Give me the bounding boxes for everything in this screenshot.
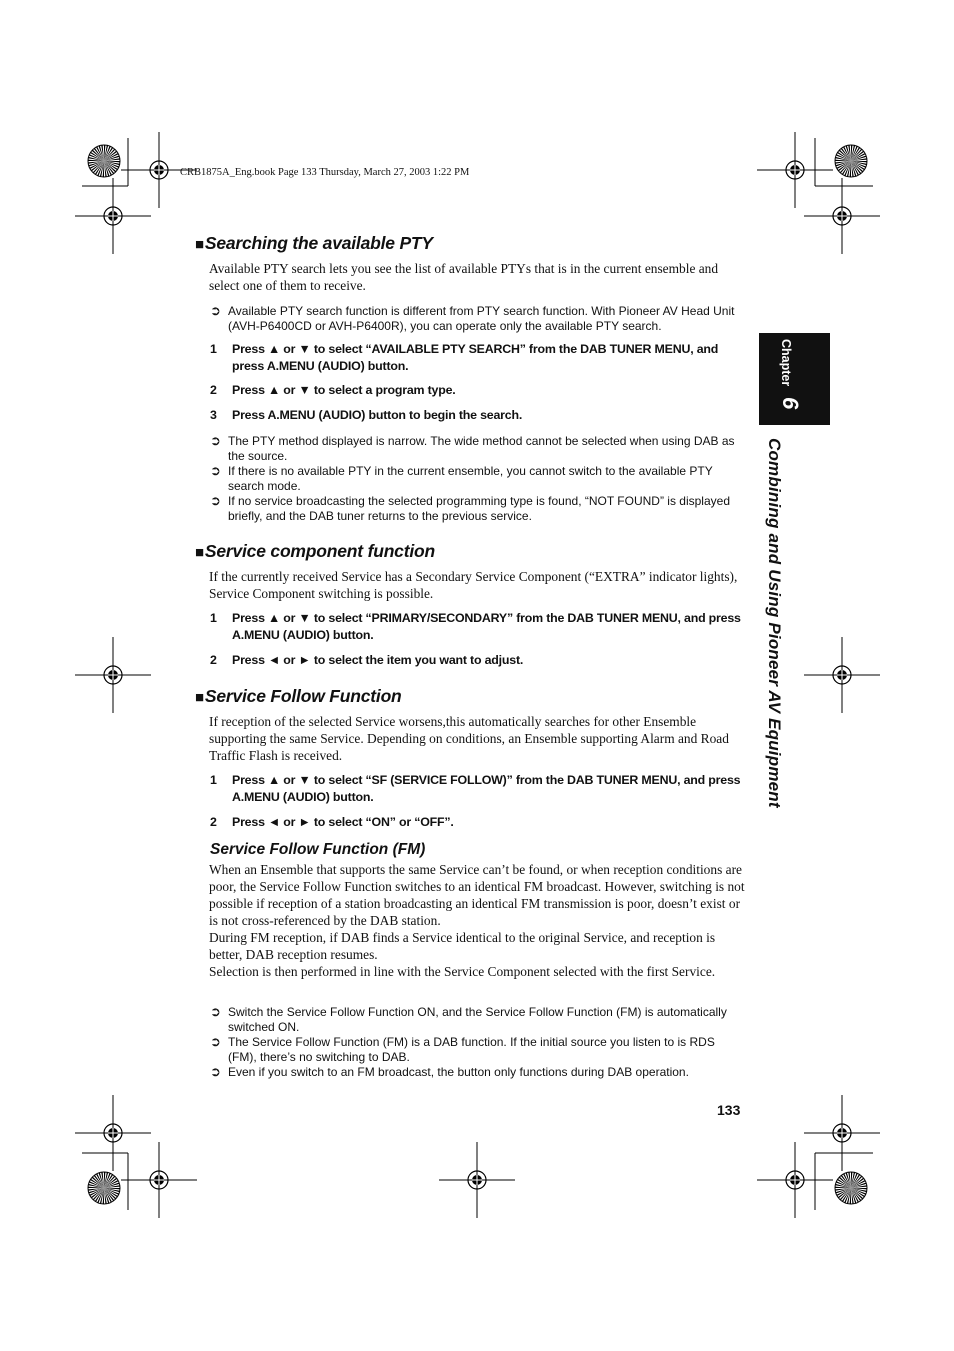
follow-step-1: 1 Press ▲ or ▼ to select “SF (SERVICE FOLLOW)” from the DAB TUNER MENU, and press A.MENU (AUDIO) button.: [210, 773, 741, 804]
section-heading-follow: ■Service Follow Function: [195, 686, 402, 706]
pty-step-2: 2 Press ▲ or ▼ to select a program type.: [210, 383, 456, 397]
follow-fm-paragraphs: When an Ensemble that supports the same Service can’t be found, or when reception conditions are poor, the Service Follow Function switches to an identical FM broadcast. However, switching is not possible if reception of a station broadcasting an identical FM transmission is poor, doesn’t exist or is not cross-referenced by the DAB station. During FM reception, if DAB finds a Service identical to the original Service, and reception is better, DAB reception resumes. Selection is then performed in line with the Service Component selected with the first Service.: [209, 862, 745, 979]
pty-notes: ➲ The PTY method displayed is narrow. The wide method cannot be selected when using DAB as the source. ➲ If there is no available PTY in the current ensemble, you cannot switch to the available PTY search mode. ➲ If no service broadcasting the selected programming type is found, “NOT FOUND” is displayed briefly, and the DAB tuner returns to the previous service.: [210, 433, 735, 523]
starburst-mark-icon: [88, 1172, 120, 1204]
registration-mark-icon: [75, 1095, 151, 1171]
pty-step-3: 3 Press A.MENU (AUDIO) button to begin the search.: [210, 408, 523, 422]
follow-fm-subheading: Service Follow Function (FM): [210, 841, 426, 858]
pty-note: ➲ Available PTY search function is different from PTY search function. With Pioneer AV Head Unit (AVH-P6400CD or AVH-P6400R), you can operate only the available PTY search.: [210, 303, 735, 333]
note-arrow-icon: ➲: [210, 1004, 221, 1019]
registration-mark-icon: [75, 637, 151, 713]
note-arrow-icon: ➲: [210, 463, 221, 478]
chapter-number: 6: [778, 397, 803, 410]
pty-intro: Available PTY search lets you see the list of available PTYs that is in the current ensemble and select one of them to receive.: [209, 261, 719, 293]
pty-step-1: 1 Press ▲ or ▼ to select “AVAILABLE PTY SEARCH” from the DAB TUNER MENU, and press A.MENU (AUDIO) button.: [210, 342, 719, 373]
starburst-mark-icon: [835, 145, 867, 177]
component-step-1: 1 Press ▲ or ▼ to select “PRIMARY/SECONDARY” from the DAB TUNER MENU, and press A.MENU (AUDIO) button.: [210, 611, 741, 642]
page-number: 133: [717, 1102, 741, 1118]
starburst-mark-icon: [88, 145, 120, 177]
component-intro: If the currently received Service has a Secondary Service Component (“EXTRA” indicator lights), Service Component switching is possible.: [209, 569, 738, 601]
component-step-2: 2 Press ◄ or ► to select the item you want to adjust.: [210, 653, 524, 667]
section-square-icon: ■: [195, 236, 204, 253]
file-info-header: CRB1875A_Eng.book Page 133 Thursday, March 27, 2003 1:22 PM: [180, 167, 470, 178]
note-arrow-icon: ➲: [210, 1064, 221, 1079]
section-square-icon: ■: [195, 544, 204, 561]
registration-mark-icon: [804, 637, 880, 713]
section-heading-pty: ■Searching the available PTY: [195, 233, 433, 253]
registration-mark-icon: [121, 1142, 197, 1218]
note-arrow-icon: ➲: [210, 1034, 221, 1049]
registration-mark-icon: [439, 1142, 515, 1218]
section-square-icon: ■: [195, 689, 204, 706]
note-arrow-icon: ➲: [210, 493, 221, 508]
registration-mark-icon: [757, 132, 833, 208]
follow-intro: If reception of the selected Service worsens,this automatically searches for other Ensemble supporting the same Service. Depending on conditions, an Ensemble supporting Alarm and Road Traffic Flash is received.: [209, 714, 729, 763]
chapter-label: Chapter: [779, 339, 793, 387]
starburst-mark-icon: [835, 1172, 867, 1204]
note-arrow-icon: ➲: [210, 433, 221, 448]
section-heading-component: ■Service component function: [195, 541, 435, 561]
side-title: Combining and Using Pioneer AV Equipment: [765, 438, 784, 808]
follow-step-2: 2 Press ◄ or ► to select “ON” or “OFF”.: [210, 815, 454, 829]
follow-notes: ➲ Switch the Service Follow Function ON, and the Service Follow Function (FM) is automatically switched ON. ➲ The Service Follow Function (FM) is a DAB function. If the initial source you listen to is RDS (FM), there’s no switching to DAB. ➲ Even if you switch to an FM broadcast, the button only functions during DAB operation.: [210, 1004, 727, 1079]
registration-mark-icon: [804, 178, 880, 254]
note-arrow-icon: ➲: [210, 303, 221, 318]
chapter-tab: [759, 333, 830, 425]
registration-mark-icon: [75, 178, 151, 254]
